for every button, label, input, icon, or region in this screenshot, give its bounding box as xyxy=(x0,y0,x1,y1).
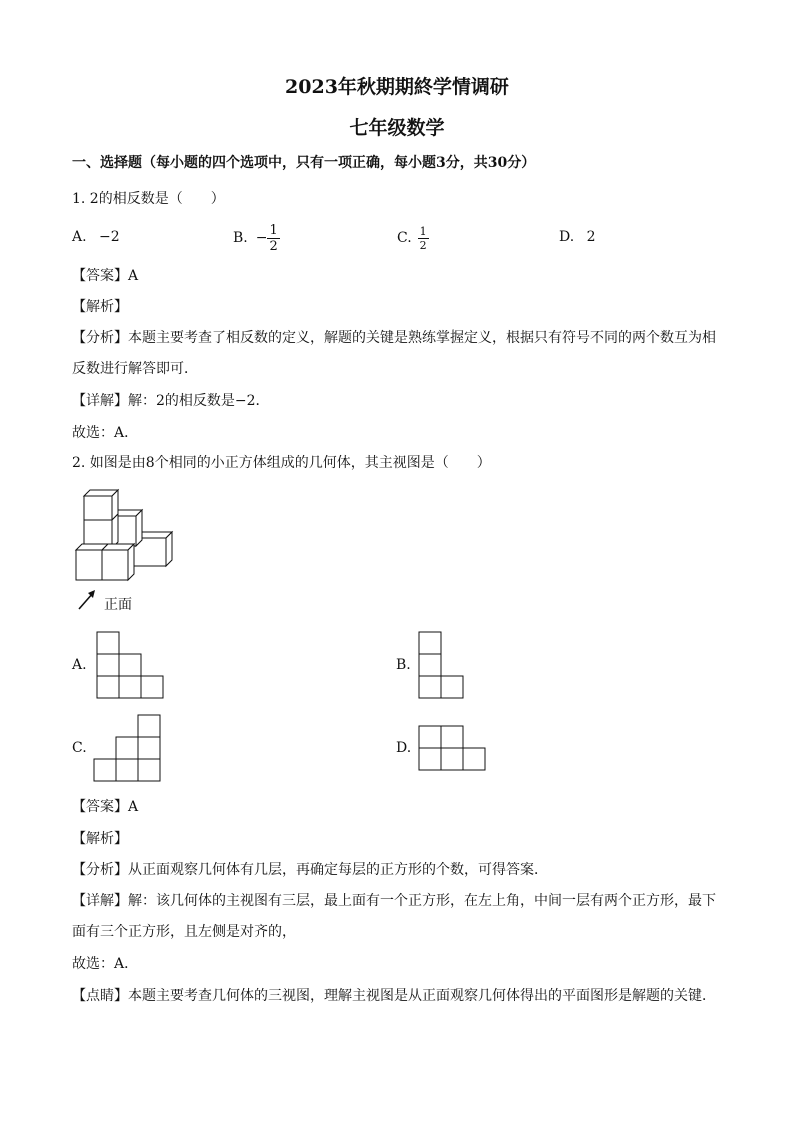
front-arrow-icon xyxy=(76,588,98,612)
q1-option-b xyxy=(233,217,280,259)
q1-option-d-label: D. xyxy=(559,229,575,245)
q1-option-c-numerator: 1 xyxy=(419,224,427,238)
q1-analysis-label: 【解析】 xyxy=(72,299,128,315)
cube-solid-drawing xyxy=(74,488,174,584)
section-heading: 一、选择题（每小题的四个选项中，只有一项正确，每小题3分，共30分） xyxy=(72,155,536,171)
q1-option-d-value: 2 xyxy=(586,229,596,245)
q2-option-c-view xyxy=(93,714,163,782)
page-title: 2023年秋期期終学情调研 xyxy=(285,76,509,98)
q2-comment: 【点睛】本题主要考查几何体的三视图，理解主视图是从正面观察几何体得出的平面图形是解题的关键． xyxy=(72,988,716,1004)
q2-option-c-label: C. xyxy=(72,740,87,756)
q2-analysis-label: 【解析】 xyxy=(72,831,128,847)
q1-option-a-label: A. xyxy=(72,229,87,245)
q1-conclusion: 故选：A． xyxy=(72,425,139,441)
q1-option-c-denominator: 2 xyxy=(419,238,427,252)
q2-option-a-label: A. xyxy=(72,657,87,673)
q1-option-b-numerator: 1 xyxy=(269,222,278,238)
q2-stem: 2. 如图是由8个相同的小正方体组成的几何体，其主视图是（ ） xyxy=(72,455,491,471)
q2-option-b-label: B. xyxy=(396,657,411,673)
q1-analysis-line1: 【分析】本题主要考查了相反数的定义，解题的关键是熟练掌握定义，根据只有符号不同的两个数互为相 xyxy=(72,330,716,346)
q2-answer: 【答案】A xyxy=(72,799,139,815)
q1-option-c xyxy=(397,222,429,254)
q2-option-d-label: D. xyxy=(396,740,412,756)
q2-detail-line2: 面有三个正方形，且左侧是对齐的， xyxy=(72,924,296,940)
q1-option-c-fraction xyxy=(418,226,429,251)
q1-option-d xyxy=(559,229,596,245)
q1-option-b-fraction xyxy=(267,224,279,253)
cube-solid-figure xyxy=(74,488,174,584)
q1-stem: 1. 2的相反数是（ ） xyxy=(72,191,225,207)
q2-analysis: 【分析】从正面观察几何体有几层，再确定每层的正方形的个数，可得答案． xyxy=(72,862,548,878)
q2-conclusion: 故选：A． xyxy=(72,956,139,972)
q1-option-b-denominator: 2 xyxy=(269,238,278,254)
q1-detail: 【详解】解：2的相反数是−2． xyxy=(72,393,270,409)
q2-option-d-view xyxy=(418,725,488,771)
q2-detail-line1: 【详解】解：该几何体的主视图有三层，最上面有一个正方形，在左上角，中间一层有两个正方形，最下 xyxy=(72,893,716,909)
q1-option-a xyxy=(72,229,120,245)
q2-option-a-view xyxy=(96,631,166,699)
q1-option-a-value: −2 xyxy=(99,229,120,245)
q1-option-c-label: C. xyxy=(397,230,412,246)
q1-analysis-line2: 反数进行解答即可． xyxy=(72,361,198,377)
front-label: 正面 xyxy=(104,597,132,613)
q1-option-b-label: B. xyxy=(233,230,248,246)
q2-option-b-view xyxy=(418,631,466,699)
q1-answer: 【答案】A xyxy=(72,268,139,284)
page-subtitle: 七年级数学 xyxy=(349,117,445,139)
q1-option-b-sign: − xyxy=(255,230,268,246)
